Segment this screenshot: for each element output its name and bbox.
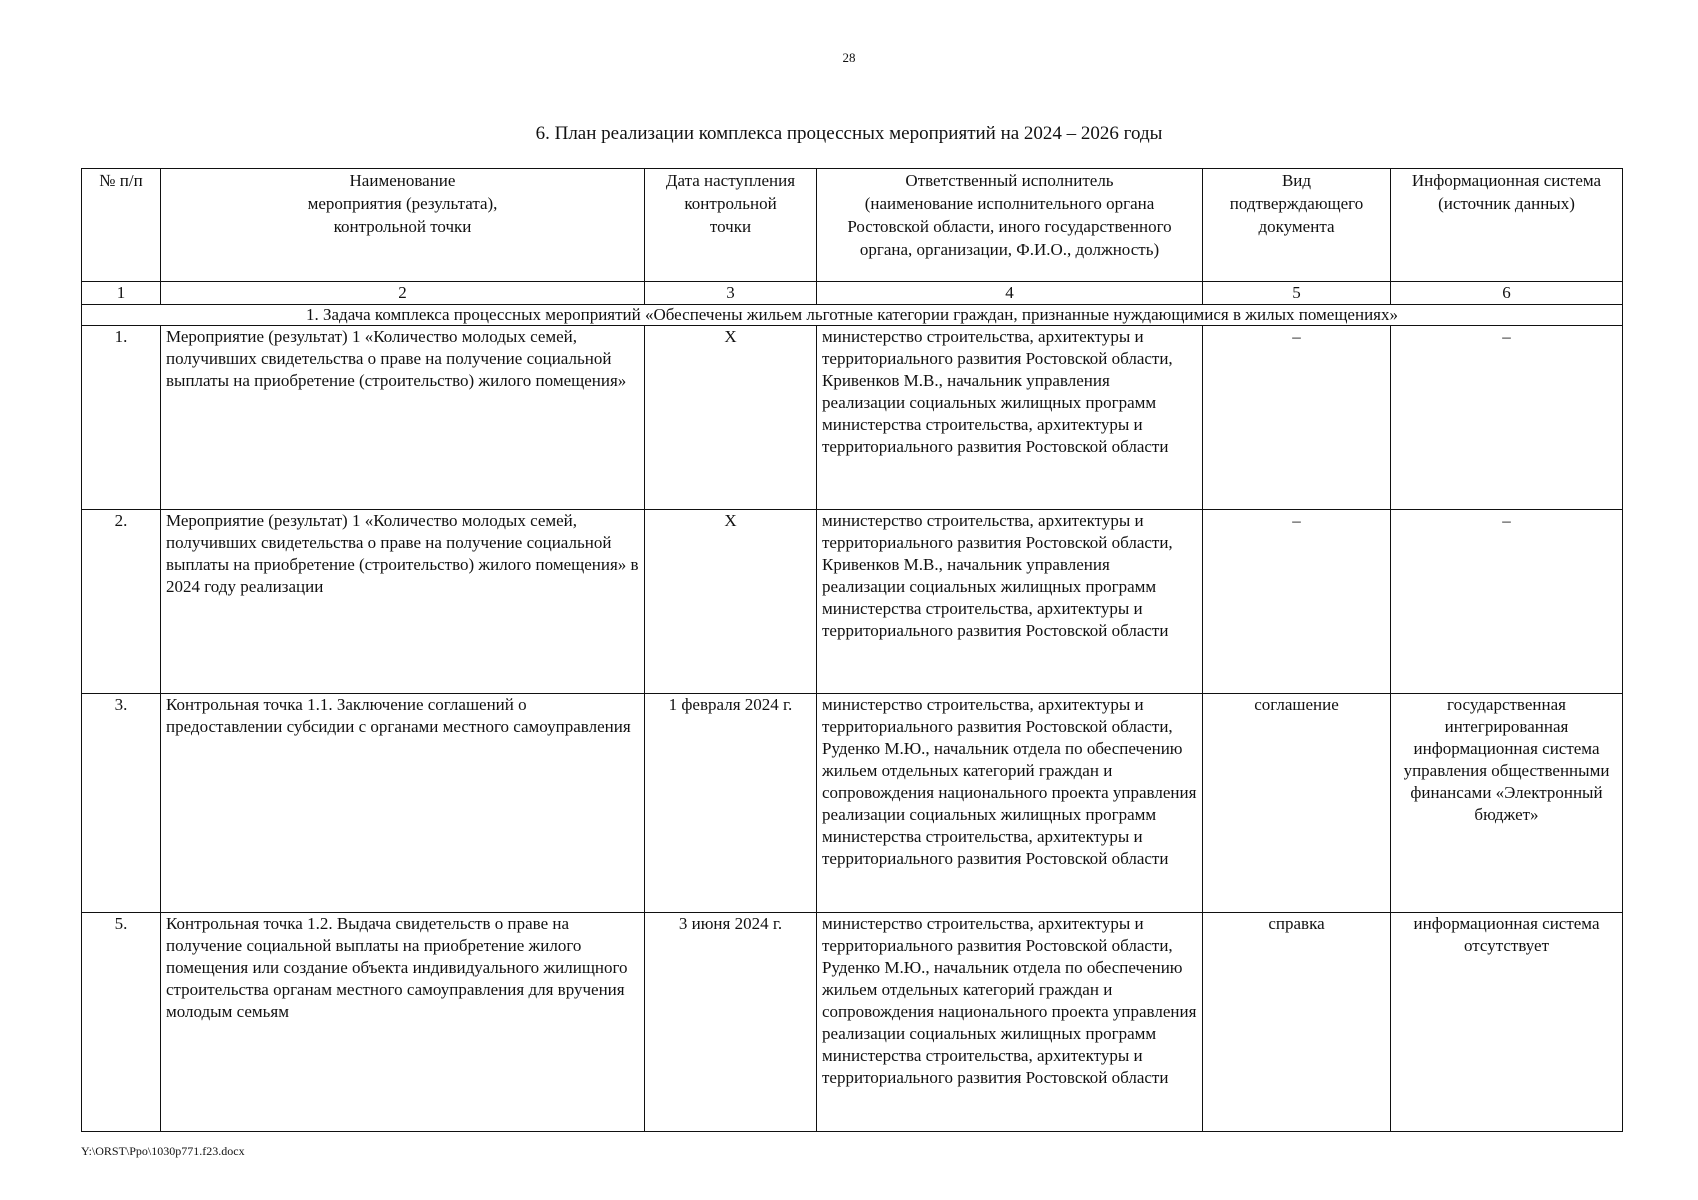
document-title: 6. План реализации комплекса процессных мероприятий на 2024 – 2026 годы: [535, 123, 1163, 144]
row-doc-type: справка: [1203, 913, 1391, 1132]
row-info-system: государственная интегрированная информационная система управления общественными финансами «Электронный бюджет»: [1391, 694, 1623, 913]
row-info-system: –: [1391, 510, 1623, 694]
row-info-system: информационная система отсутствует: [1391, 913, 1623, 1132]
row-doc-type: соглашение: [1203, 694, 1391, 913]
row-date: Х: [645, 510, 817, 694]
header-cell-date: Дата наступления контрольной точки: [645, 169, 817, 282]
column-number: 2: [161, 282, 645, 305]
header-cell-num: № п/п: [82, 169, 161, 282]
row-name: Контрольная точка 1.2. Выдача свидетельств о праве на получение социальной выплаты на приобретение жилого помещения или создание объекта индивидуального жилищного строительства органам местного самоуправления для вручения молодым семьям: [161, 913, 645, 1132]
row-date: 1 февраля 2024 г.: [645, 694, 817, 913]
column-number: 1: [82, 282, 161, 305]
table-row: [82, 510, 1623, 694]
task-heading-row: [82, 305, 1623, 326]
header-cell-doc-type: Вид подтверждающего документа: [1203, 169, 1391, 282]
row-responsible: министерство строительства, архитектуры и территориального развития Ростовской области, Кривенков М.В., начальник управления реализации социальных жилищных программ министерства строительства, архитектуры и территориального развития Ростовской области: [817, 510, 1203, 694]
plan-table: [81, 168, 1623, 1132]
task-heading: 1. Задача комплекса процессных мероприятий «Обеспечены жильем льготные категории граждан, признанные нуждающимися в жилых помещениях»: [82, 305, 1623, 326]
row-info-system: –: [1391, 326, 1623, 510]
column-number: 6: [1391, 282, 1623, 305]
row-doc-type: –: [1203, 326, 1391, 510]
row-responsible: министерство строительства, архитектуры и территориального развития Ростовской области, Руденко М.Ю., начальник отдела по обеспечению жильем отдельных категорий граждан и сопровождения национального проекта управления реализации социальных жилищных программ министерства строительства, архитектуры и территориального развития Ростовской области: [817, 694, 1203, 913]
header-row: [82, 169, 1623, 282]
row-number: 3.: [82, 694, 161, 913]
header-cell-info-system: Информационная система (источник данных): [1391, 169, 1623, 282]
header-cell-responsible: Ответственный исполнитель (наименование исполнительного органа Ростовской области, иного государственного органа, организации, Ф.И.О., должность): [817, 169, 1203, 282]
row-number: 5.: [82, 913, 161, 1132]
row-number: 1.: [82, 326, 161, 510]
header-cell-name: Наименование мероприятия (результата), контрольной точки: [161, 169, 645, 282]
row-name: Мероприятие (результат) 1 «Количество молодых семей, получивших свидетельства о праве на получение социальной выплаты на приобретение (строительство) жилого помещения» в 2024 году реализации: [161, 510, 645, 694]
row-number: 2.: [82, 510, 161, 694]
column-number: 5: [1203, 282, 1391, 305]
table-row: [82, 326, 1623, 510]
row-name: Мероприятие (результат) 1 «Количество молодых семей, получивших свидетельства о праве на получение социальной выплаты на приобретение (строительство) жилого помещения»: [161, 326, 645, 510]
file-path-footer: Y:\ORST\Ppo\1030p771.f23.docx: [81, 1144, 245, 1158]
table-row: [82, 913, 1623, 1132]
column-number: 4: [817, 282, 1203, 305]
row-responsible: министерство строительства, архитектуры и территориального развития Ростовской области, Кривенков М.В., начальник управления реализации социальных жилищных программ министерства строительства, архитектуры и территориального развития Ростовской области: [817, 326, 1203, 510]
row-name: Контрольная точка 1.1. Заключение соглашений о предоставлении субсидии с органами местного самоуправления: [161, 694, 645, 913]
row-date: Х: [645, 326, 817, 510]
row-responsible: министерство строительства, архитектуры и территориального развития Ростовской области, Руденко М.Ю., начальник отдела по обеспечению жильем отдельных категорий граждан и сопровождения национального проекта управления реализации социальных жилищных программ министерства строительства, архитектуры и территориального развития Ростовской области: [817, 913, 1203, 1132]
row-doc-type: –: [1203, 510, 1391, 694]
column-number: 3: [645, 282, 817, 305]
row-date: 3 июня 2024 г.: [645, 913, 817, 1132]
column-number-row: [82, 282, 1623, 305]
page-number: 28: [842, 50, 856, 65]
table-row: [82, 694, 1623, 913]
